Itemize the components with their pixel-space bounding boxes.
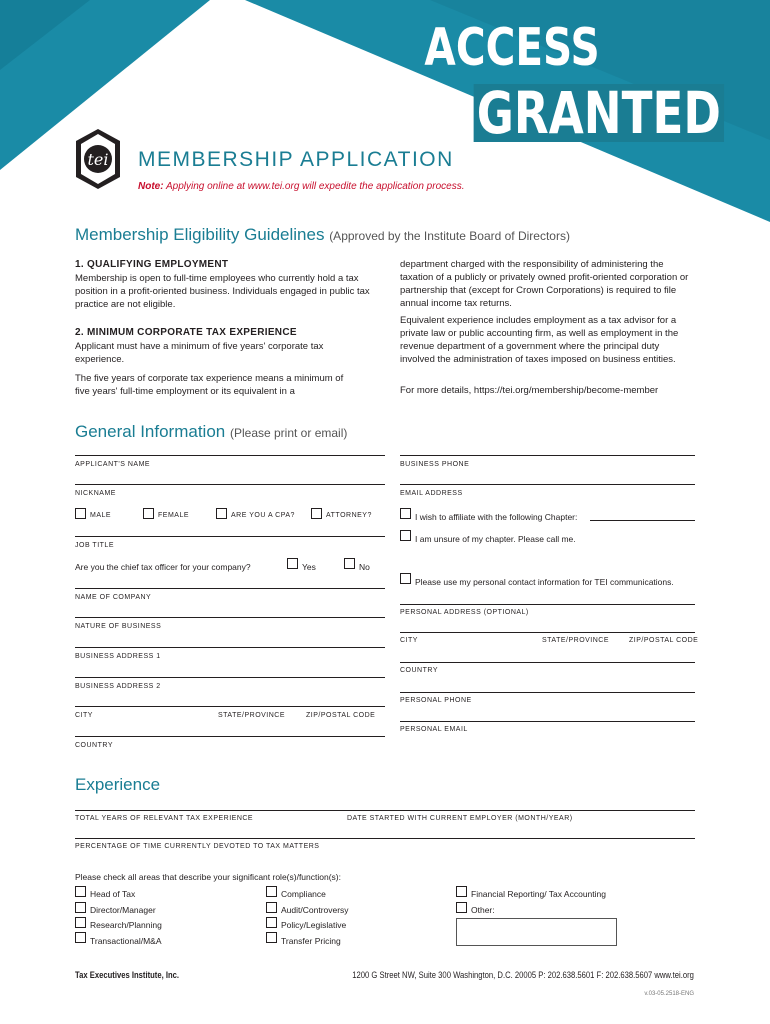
role-label: Financial Reporting/ Tax Accounting <box>471 889 606 899</box>
tei-logo-icon <box>74 128 122 190</box>
nickname-line <box>75 484 385 485</box>
cpa-label: ARE YOU A CPA? <box>231 512 295 519</box>
city-label: CITY <box>75 712 93 719</box>
more-details-link[interactable]: For more details, https://tei.org/membership/become-member <box>400 385 659 396</box>
role-label: Audit/Controversy <box>281 905 349 915</box>
attorney-checkbox[interactable] <box>311 508 322 519</box>
personal-phone-label: PERSONAL PHONE <box>400 697 472 704</box>
attorney-label: ATTORNEY? <box>326 512 372 519</box>
percentage-label: PERCENTAGE OF TIME CURRENTLY DEVOTED TO TAX MATTERS <box>75 843 320 850</box>
unsure-checkbox[interactable] <box>400 530 411 541</box>
eligibility-right-text-1: department charged with the responsibility of administering the taxation of a publicly or privately owned profit-oriented corporation or partnership that (except for Crown Corporations) is required to file annual income tax returns. <box>400 259 689 309</box>
zip-label: ZIP/POSTAL CODE <box>306 712 376 719</box>
country-label: COUNTRY <box>75 742 113 749</box>
role-transfer-pricing-checkbox[interactable] <box>266 932 277 943</box>
role-audit-checkbox[interactable] <box>266 902 277 913</box>
personal-address-label: PERSONAL ADDRESS (OPTIONAL) <box>400 609 529 616</box>
role-label: Research/Planning <box>90 920 162 930</box>
chief-no-label: No <box>359 562 370 572</box>
application-title: MEMBERSHIP APPLICATION <box>138 148 454 171</box>
chapter-label: I wish to affiliate with the following Chapter: <box>415 512 578 522</box>
role-financial-reporting-checkbox[interactable] <box>456 886 467 897</box>
years-experience-label: TOTAL YEARS OF RELEVANT TAX EXPERIENCE <box>75 815 254 822</box>
business-address-2-label: BUSINESS ADDRESS 2 <box>75 683 161 690</box>
role-compliance-checkbox[interactable] <box>266 886 277 897</box>
personal-address-line <box>400 604 695 605</box>
personal-contact-checkbox[interactable] <box>400 573 411 584</box>
other-role-input[interactable] <box>456 918 617 946</box>
job-title-line <box>75 536 385 537</box>
personal-country-label: COUNTRY <box>400 667 438 674</box>
online-note: Note: Applying online at www.tei.org will expedite the application process. <box>138 181 465 192</box>
personal-email-label: PERSONAL EMAIL <box>400 726 468 733</box>
eligibility-right-text-2: Equivalent experience includes employment as a tax advisor for a private law or public accounting firm, as well as employment in the revenue department of a government where the principal duty involved the administration of taxes imposed on business entities. <box>400 315 679 365</box>
role-transactional-checkbox[interactable] <box>75 932 86 943</box>
chief-no-checkbox[interactable] <box>344 558 355 569</box>
company-label: NAME OF COMPANY <box>75 594 152 601</box>
chapter-line[interactable] <box>590 520 695 521</box>
svg-text:tei: tei <box>87 150 109 169</box>
personal-city-label: CITY <box>400 637 418 644</box>
version-code: v.03-05.2518-ENG <box>644 991 694 997</box>
male-label: MALE <box>90 512 112 519</box>
min-experience-text: Applicant must have a minimum of five years' corporate tax experience. <box>75 341 324 365</box>
access-headline: ACCESS <box>424 18 600 78</box>
role-label: Compliance <box>281 889 326 899</box>
business-phone-label: BUSINESS PHONE <box>400 461 470 468</box>
experience-line-1 <box>75 810 695 811</box>
job-title-label: JOB TITLE <box>75 542 114 549</box>
min-experience-heading: 2. MINIMUM CORPORATE TAX EXPERIENCE <box>75 327 297 338</box>
country-line <box>75 736 385 737</box>
qualifying-employment-text: Membership is open to full-time employees who currently hold a tax position in a profit-oriented business. Individuals engaged in public tax practice are not eligible. <box>75 273 370 310</box>
role-label: Transactional/M&A <box>90 936 162 946</box>
role-label: Policy/Legislative <box>281 920 347 930</box>
footer-contact: 1200 G Street NW, Suite 300 Washington, D.C. 20005 P: 202.638.5601 F: 202.638.5607 www.tei.org <box>352 970 694 980</box>
address1-line <box>75 647 385 648</box>
chief-tax-officer-question: Are you the chief tax officer for your company? <box>75 562 251 572</box>
applicant-name-label: APPLICANT'S NAME <box>75 461 151 468</box>
roles-prompt: Please check all areas that describe your significant role(s)/function(s): <box>75 872 341 882</box>
email-line <box>400 484 695 485</box>
applicant-name-line <box>75 455 385 456</box>
email-label: EMAIL ADDRESS <box>400 490 463 497</box>
business-address-1-label: BUSINESS ADDRESS 1 <box>75 653 161 660</box>
personal-address-line-2 <box>400 632 695 633</box>
role-label: Head of Tax <box>90 889 136 899</box>
state-label: STATE/PROVINCE <box>218 712 286 719</box>
role-label: Other: <box>471 905 495 915</box>
nickname-label: NICKNAME <box>75 490 116 497</box>
granted-headline: GRANTED <box>474 84 724 142</box>
experience-line-2 <box>75 838 695 839</box>
city-line <box>75 706 385 707</box>
eligibility-heading: Membership Eligibility Guidelines (Approved by the Institute Board of Directors) <box>75 225 570 244</box>
min-experience-text-2: The five years of corporate tax experience means a minimum of five years' full-time employment or its equivalent in a <box>75 373 344 397</box>
female-checkbox[interactable] <box>143 508 154 519</box>
general-info-heading: General Information (Please print or email) <box>75 422 348 441</box>
unsure-label: I am unsure of my chapter. Please call me. <box>415 534 576 544</box>
role-head-of-tax-checkbox[interactable] <box>75 886 86 897</box>
business-phone-line <box>400 455 695 456</box>
role-research-checkbox[interactable] <box>75 917 86 928</box>
role-director-checkbox[interactable] <box>75 902 86 913</box>
personal-zip-label: ZIP/POSTAL CODE <box>629 637 699 644</box>
personal-phone-line <box>400 692 695 693</box>
company-line <box>75 588 385 589</box>
role-other-checkbox[interactable] <box>456 902 467 913</box>
experience-heading: Experience <box>75 775 161 794</box>
personal-state-label: STATE/PROVINCE <box>542 637 610 644</box>
role-label: Transfer Pricing <box>281 936 341 946</box>
address2-line <box>75 677 385 678</box>
cpa-checkbox[interactable] <box>216 508 227 519</box>
personal-contact-label: Please use my personal contact information for TEI communications. <box>415 577 674 587</box>
chief-yes-label: Yes <box>302 562 316 572</box>
role-policy-checkbox[interactable] <box>266 917 277 928</box>
nature-of-business-label: NATURE OF BUSINESS <box>75 623 162 630</box>
chapter-checkbox[interactable] <box>400 508 411 519</box>
personal-country-line <box>400 662 695 663</box>
footer-org: Tax Executives Institute, Inc. <box>75 970 180 980</box>
personal-email-line <box>400 721 695 722</box>
nature-line <box>75 617 385 618</box>
qualifying-employment-heading: 1. QUALIFYING EMPLOYMENT <box>75 259 229 270</box>
date-started-label: DATE STARTED WITH CURRENT EMPLOYER (MONTH/YEAR) <box>347 815 573 822</box>
male-checkbox[interactable] <box>75 508 86 519</box>
female-label: FEMALE <box>158 512 190 519</box>
role-label: Director/Manager <box>90 905 156 915</box>
chief-yes-checkbox[interactable] <box>287 558 298 569</box>
